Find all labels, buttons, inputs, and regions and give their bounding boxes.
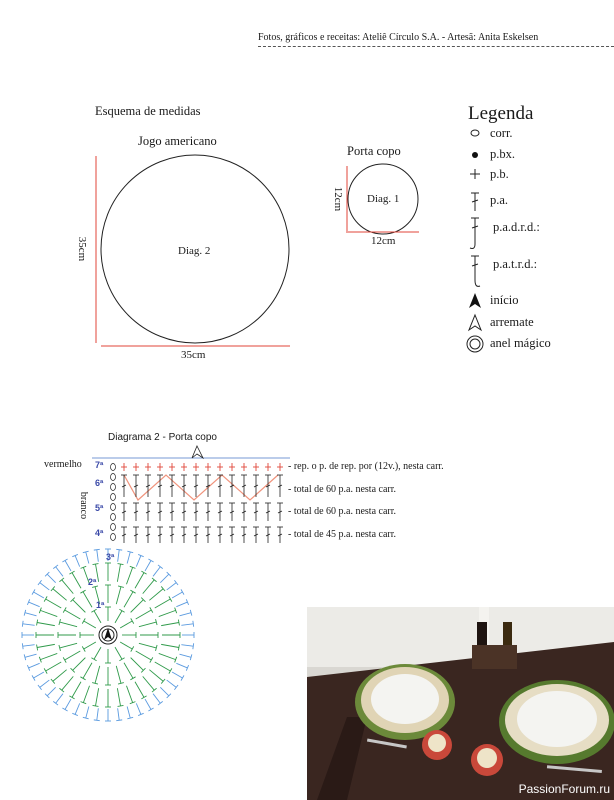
round-stitch — [105, 649, 111, 663]
row7-stitch — [133, 463, 139, 471]
round-stitch — [115, 647, 125, 661]
round-stitch — [37, 620, 55, 626]
round-stitch — [116, 586, 124, 604]
round-label-2: 2ª — [88, 577, 97, 587]
chain-oval — [111, 514, 116, 521]
round-stitch — [105, 585, 111, 603]
round-stitch — [160, 572, 171, 583]
round-stitch — [72, 703, 79, 715]
round-stitch — [176, 599, 188, 606]
round-stitch — [117, 564, 123, 582]
legend-item-patrd: p.a.t.r.d.: — [493, 257, 538, 271]
legend-item-pb: p.b. — [490, 167, 509, 181]
round-stitch — [153, 565, 163, 576]
round-stitch — [59, 578, 73, 594]
placemat-title: Jogo americano — [138, 134, 217, 148]
round-stitch — [82, 642, 96, 652]
note-row-4: - total de 45 p.a. nesta carr. — [288, 529, 397, 540]
round-stitch — [94, 549, 100, 561]
placemat-left — [355, 664, 455, 740]
row7-stitch — [241, 463, 247, 471]
round-stitch — [22, 632, 34, 638]
magic-ring-icon — [467, 336, 483, 352]
round-stitch — [179, 654, 191, 660]
round-stitch — [58, 632, 76, 638]
dc-stitch — [277, 527, 283, 543]
round-stitch — [36, 632, 54, 638]
round-stitch — [44, 662, 61, 674]
round-stitch — [27, 663, 39, 670]
slip-stitch-icon — [472, 152, 478, 158]
round-stitch — [159, 608, 177, 617]
round-stitch — [143, 676, 157, 692]
photo-illustration — [307, 607, 614, 800]
placemat-height-label: 35cm — [76, 236, 89, 262]
row6-zigzag — [124, 475, 278, 500]
round-stitch — [135, 682, 147, 699]
round-stitch — [69, 682, 81, 699]
dc-stitch — [157, 527, 163, 543]
round-stitch — [131, 658, 146, 673]
round-stitch — [145, 559, 154, 571]
coaster-height-label: 12cm — [332, 186, 345, 212]
round-stitch — [81, 686, 90, 704]
round-stitch — [44, 596, 61, 608]
single-crochet-icon — [470, 169, 480, 179]
round-stitch — [162, 632, 180, 638]
round-stitch — [135, 571, 147, 588]
round-stitch — [22, 643, 34, 649]
round-stitch — [139, 643, 157, 651]
dc-stitch — [193, 475, 199, 497]
round-stitch — [126, 566, 135, 584]
row-label-4: 4ª — [95, 528, 104, 538]
back-post-dc-icon — [471, 256, 480, 286]
round-stitch — [143, 578, 157, 594]
dc-stitch — [193, 527, 199, 543]
note-row-7: - rep. o p. de rep. por (12v.), nesta carr. — [288, 461, 444, 472]
round-stitch — [93, 688, 99, 706]
diagram2-color-white: branco — [78, 491, 90, 520]
dc-stitch — [241, 503, 247, 521]
round-stitch — [127, 551, 133, 563]
chain-oval — [111, 484, 116, 491]
round-stitch — [22, 621, 34, 627]
round-stitch — [181, 643, 193, 649]
round-stitch — [181, 621, 193, 627]
round-stitch — [136, 651, 153, 663]
legend-item-padrd: p.a.d.r.d.: — [493, 220, 540, 234]
round-stitch — [92, 666, 100, 684]
chain-oval — [111, 524, 116, 531]
round-stitch — [32, 672, 44, 681]
round-stitch — [179, 610, 191, 616]
round-stitch — [24, 654, 36, 660]
coaster-diagram-label: Diag. 1 — [367, 193, 400, 205]
round-stitch — [117, 688, 123, 706]
dc-stitch — [253, 527, 259, 543]
diagram2-color-red: vermelho — [44, 459, 82, 470]
round-stitch — [80, 590, 92, 607]
dc-stitch — [277, 503, 283, 521]
round-stitch — [45, 687, 56, 698]
round-stitch — [82, 618, 96, 628]
round-stitch — [145, 699, 154, 711]
row7-stitch — [277, 463, 283, 471]
dc-stitch — [205, 503, 211, 521]
dc-stitch — [205, 527, 211, 543]
round-stitch — [172, 589, 184, 598]
dc-stitch — [145, 503, 151, 521]
round-stitch — [161, 620, 179, 626]
round-stitch — [71, 598, 86, 613]
round-stitch — [63, 607, 80, 619]
legend-item-corr: corr. — [490, 126, 513, 140]
round-stitch — [105, 667, 111, 685]
row7-stitch — [121, 463, 127, 471]
note-row-6: - total de 60 p.a. nesta carr. — [288, 484, 397, 495]
chain-oval — [111, 504, 116, 511]
round-stitch — [149, 670, 165, 684]
round-stitch — [80, 632, 94, 638]
round-stitch — [176, 663, 188, 670]
round-stitch — [94, 708, 100, 720]
start-arrow-icon — [469, 293, 481, 308]
round-stitch — [38, 680, 49, 690]
coaster-title: Porta copo — [347, 144, 401, 158]
round-stitch — [160, 687, 171, 698]
dc-stitch — [229, 527, 235, 543]
round-stitch — [159, 653, 177, 662]
round-stitch — [122, 632, 136, 638]
dc-stitch — [241, 475, 247, 497]
round-stitch — [59, 643, 77, 651]
round-stitch — [51, 586, 67, 600]
finish-arrow-icon — [469, 315, 481, 330]
round-stitch — [62, 559, 71, 571]
round-stitch — [120, 642, 134, 652]
table-setting-photo — [307, 607, 614, 800]
chain-oval — [111, 534, 116, 541]
round-stitch — [120, 618, 134, 628]
dc-stitch — [169, 527, 175, 543]
placemat-diagram-label: Diag. 2 — [178, 245, 211, 257]
front-post-dc-icon — [470, 218, 479, 249]
row-label-5: 5ª — [95, 503, 104, 513]
round-stitch — [39, 653, 57, 662]
placemat-width-label: 35cm — [181, 349, 206, 361]
double-crochet-icon — [471, 193, 479, 211]
dc-stitch — [253, 503, 259, 521]
row7-stitch — [217, 463, 223, 471]
round-stitch — [161, 644, 179, 650]
dc-stitch — [217, 527, 223, 543]
dc-stitch — [157, 503, 163, 521]
round-stitch — [59, 619, 77, 627]
dc-stitch — [265, 503, 271, 521]
round-stitch — [155, 662, 172, 674]
round-stitch — [139, 619, 157, 627]
round-stitch — [91, 647, 101, 661]
chain-oval — [111, 474, 116, 481]
round-stitch — [167, 580, 178, 590]
round-stitch — [136, 703, 143, 715]
round-stitch — [91, 609, 101, 623]
dc-stitch — [241, 527, 247, 543]
round-stitch — [153, 694, 163, 705]
round-stitch — [53, 565, 63, 576]
round-stitch — [105, 563, 111, 581]
legend-item-arremate: arremate — [490, 315, 534, 329]
round-stitch — [124, 663, 136, 680]
round-stitch — [72, 554, 79, 566]
round-chart — [18, 545, 198, 725]
round-stitch — [155, 596, 172, 608]
round-stitch — [105, 689, 111, 707]
dc-stitch — [181, 503, 187, 521]
dc-stitch — [145, 527, 151, 543]
chain-oval — [111, 494, 116, 501]
round-stitch — [182, 632, 194, 638]
round-stitch — [105, 607, 111, 621]
round-stitch — [37, 644, 55, 650]
row7-stitch — [157, 463, 163, 471]
dc-stitch — [169, 503, 175, 521]
round-stitch — [83, 706, 89, 718]
row7-stitch — [205, 463, 211, 471]
dc-stitch — [133, 503, 139, 521]
round-stitch — [136, 607, 153, 619]
round-label-1: 1ª — [96, 600, 105, 610]
round-stitch — [136, 554, 143, 566]
round-stitch — [140, 632, 158, 638]
row7-stitch — [181, 463, 187, 471]
dc-stitch — [121, 527, 127, 543]
row-label-7: 7ª — [95, 460, 104, 470]
legend-title: Legenda — [468, 103, 534, 124]
round-stitch — [149, 586, 165, 600]
round-stitch — [27, 599, 39, 606]
round-stitch — [59, 676, 73, 692]
legend-item-pbx: p.bx. — [490, 147, 515, 161]
legend-item-anel-magico: anel mágico — [490, 336, 551, 350]
round-stitch — [69, 571, 81, 588]
round-stitch — [116, 666, 124, 684]
diagram2-title: Diagrama 2 - Porta copo — [108, 432, 217, 443]
round-stitch — [127, 706, 133, 718]
dc-stitch — [217, 503, 223, 521]
round-stitch — [115, 609, 125, 623]
dc-stitch — [121, 503, 127, 521]
chain-stitch-icon — [471, 130, 479, 136]
round-stitch — [24, 610, 36, 616]
row7-stitch — [253, 463, 259, 471]
row7-stitch — [265, 463, 271, 471]
dc-stitch — [193, 503, 199, 521]
round-stitch — [126, 686, 135, 704]
round-stitch — [39, 608, 57, 617]
round-stitch — [167, 680, 178, 690]
round-stitch — [32, 589, 44, 598]
round-stitch — [172, 672, 184, 681]
dc-stitch — [229, 503, 235, 521]
row7-stitch — [193, 463, 199, 471]
row7-stitch — [169, 463, 175, 471]
dc-stitch — [253, 475, 259, 497]
row-label-6: 6ª — [95, 478, 104, 488]
watermark: PassionForum.ru — [518, 782, 610, 796]
header-credits: Fotos, gráficos e receitas: Ateliê Círculo S.A. - Artesã: Anita Eskelsen — [258, 32, 539, 43]
chain-oval — [111, 464, 116, 471]
stitch-chart — [80, 445, 290, 545]
round-stitch — [53, 694, 63, 705]
measures-title: Esquema de medidas — [95, 104, 201, 118]
dc-stitch — [265, 527, 271, 543]
round-stitch — [62, 699, 71, 711]
round-stitch — [124, 590, 136, 607]
dc-stitch — [181, 527, 187, 543]
dc-stitch — [133, 527, 139, 543]
round-stitch — [131, 598, 146, 613]
round-stitch — [51, 670, 67, 684]
round-stitch — [80, 663, 92, 680]
round-stitch — [105, 709, 111, 721]
legend-item-pa: p.a. — [490, 193, 509, 207]
round-stitch — [83, 551, 89, 563]
placemat-right — [499, 680, 614, 764]
round-stitch — [71, 658, 86, 673]
round-stitch — [116, 708, 122, 720]
round-stitch — [38, 580, 49, 590]
row7-stitch — [229, 463, 235, 471]
legend-item-inicio: início — [490, 293, 519, 307]
round-stitch — [45, 572, 56, 583]
round-stitch — [116, 549, 122, 561]
row7-stitch — [145, 463, 151, 471]
dc-stitch — [277, 475, 283, 497]
round-label-3: 3ª — [106, 552, 115, 562]
note-row-5: - total de 60 p.a. nesta carr. — [288, 506, 397, 517]
round-stitch — [63, 651, 80, 663]
coaster-width-label: 12cm — [371, 235, 396, 247]
chart-finish-arrow-icon — [192, 446, 203, 458]
